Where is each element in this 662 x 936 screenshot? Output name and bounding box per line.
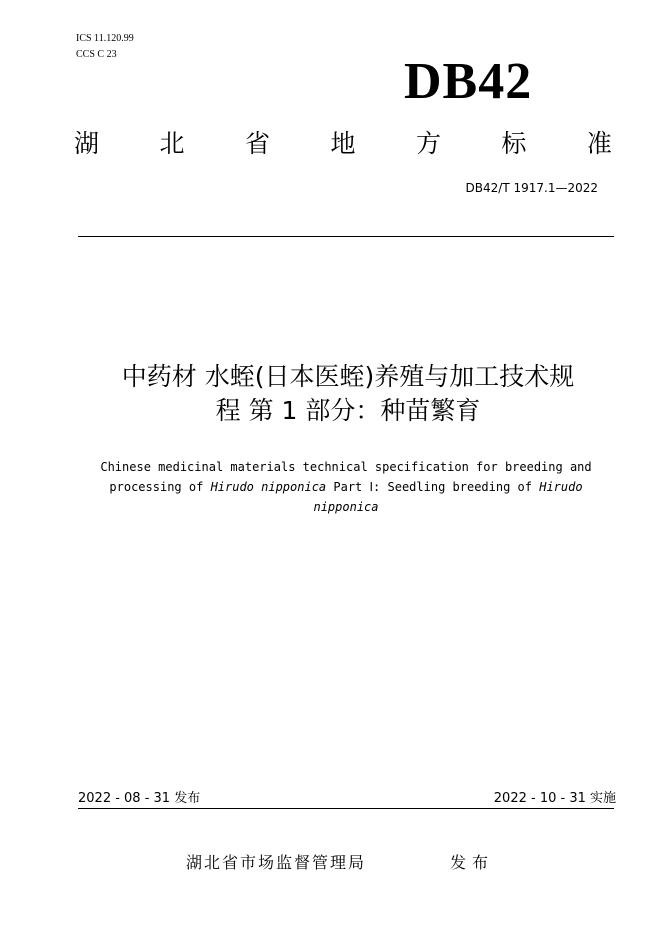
standard-type-char: 标 bbox=[501, 129, 527, 158]
species-name-2: Hirudo nipponica bbox=[313, 480, 583, 514]
species-name-1: Hirudo nipponica bbox=[210, 480, 327, 494]
publisher-name: 湖北省市场监督管理局 bbox=[186, 853, 367, 872]
english-title bbox=[78, 457, 614, 517]
implementation-date: 2022 - 10 - 31 实施 bbox=[493, 791, 616, 806]
publish-label: 发布 bbox=[450, 853, 495, 872]
standard-type-char: 北 bbox=[159, 129, 185, 158]
footer-divider bbox=[78, 808, 614, 809]
chinese-title-line-1: 中药材 水蛭(日本医蛭)养殖与加工技术规 bbox=[121, 362, 575, 391]
ccs-code: CCS C 23 bbox=[76, 49, 117, 60]
standard-type-char: 湖 bbox=[74, 129, 100, 158]
english-title-text-1: Chinese medicinal materials technical specification for breeding and processing of bbox=[100, 460, 592, 494]
standard-type-char: 准 bbox=[586, 129, 612, 158]
chinese-title-line-2: 程 第 1 部分：种苗繁育 bbox=[215, 396, 481, 425]
standard-number: DB42/T 1917.1—2022 bbox=[465, 181, 598, 195]
classification-codes bbox=[76, 31, 134, 63]
issue-date: 2022 - 08 - 31 发布 bbox=[78, 791, 201, 806]
ics-code: ICS 11.120.99 bbox=[76, 33, 134, 44]
header-divider bbox=[78, 236, 614, 237]
standard-type-char: 方 bbox=[415, 129, 441, 158]
english-title-text-2: Part Ⅰ: Seedling breeding of bbox=[326, 480, 540, 494]
chinese-title bbox=[60, 360, 636, 428]
standard-type-heading bbox=[74, 128, 612, 160]
standard-type-char: 地 bbox=[330, 129, 356, 158]
standard-type-char: 省 bbox=[244, 129, 270, 158]
db42-logo: DB42 bbox=[404, 53, 533, 110]
